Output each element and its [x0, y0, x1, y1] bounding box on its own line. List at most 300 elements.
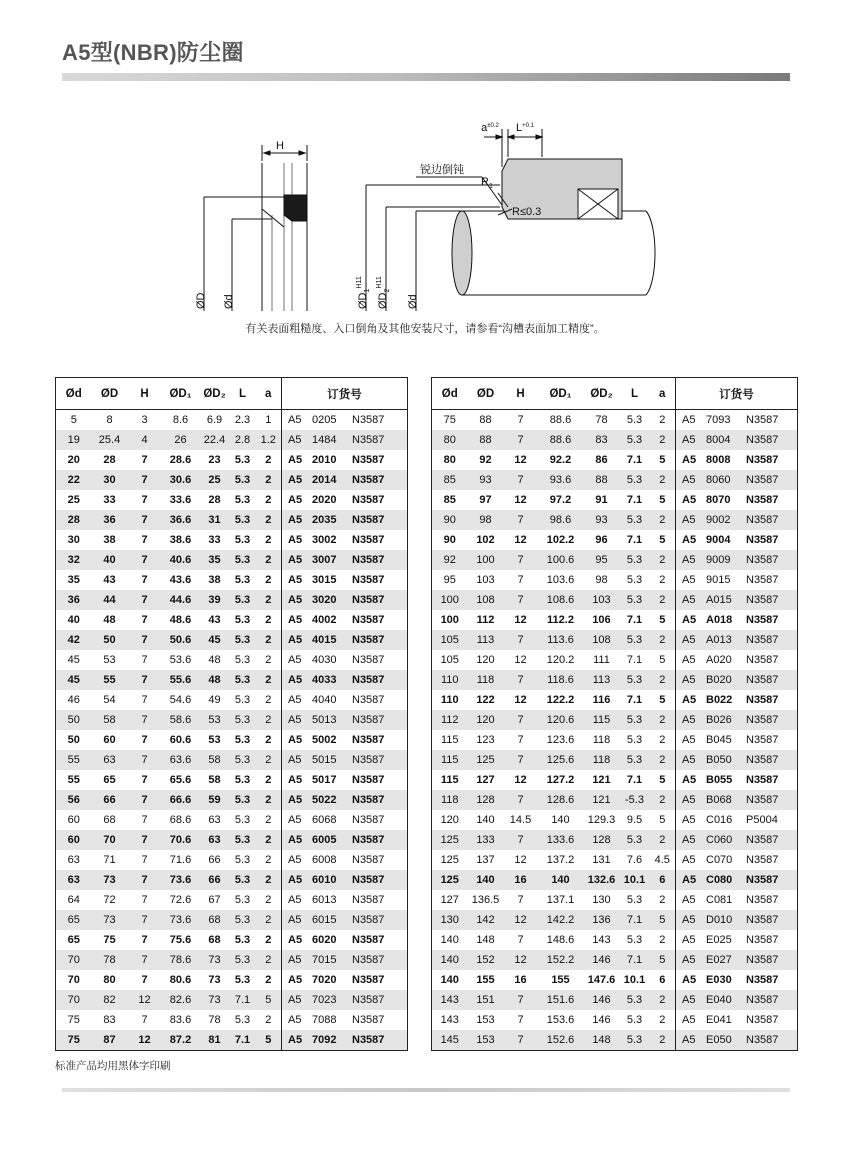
cell-d: 65	[56, 910, 92, 930]
order-part-o1: A5	[682, 774, 697, 786]
cell-D: 43	[103, 574, 116, 586]
order-part-o1: A5	[682, 534, 697, 546]
cell-order-no	[282, 950, 408, 970]
cell-L: 5.3	[230, 710, 256, 730]
order-part-o1: A5	[682, 654, 696, 666]
order-part-o3: N3587	[352, 694, 385, 706]
cell-a: 2	[256, 870, 282, 890]
cell-D2: 31	[200, 510, 230, 530]
cell-a: 2	[650, 670, 676, 690]
cell-D2: 73	[208, 974, 221, 986]
cell-H: 7	[141, 934, 148, 946]
cell-D: 36	[92, 510, 128, 530]
cell-H: 7	[141, 694, 148, 706]
cell-H: 7	[141, 734, 148, 746]
order-part-o2: 2014	[312, 474, 337, 486]
dim-D2-label: $ØD_2^{H11}$	[376, 276, 391, 309]
cell-L: 5.3	[234, 574, 251, 586]
order-part-o3: N3587	[746, 634, 779, 646]
cell-L: 5.3	[230, 950, 256, 970]
cell-a: 2	[650, 990, 676, 1010]
cell-a: 2	[650, 750, 676, 770]
cell-D2: 35	[200, 550, 230, 570]
order-part-o2: 6013	[312, 894, 337, 906]
cell-L: 5.3	[626, 414, 643, 426]
table-row	[56, 490, 408, 510]
cell-order-no	[676, 1010, 798, 1030]
order-part-o1: A5	[682, 694, 697, 706]
cell-a: 2	[256, 590, 282, 610]
cell-D: 120	[476, 654, 495, 666]
cell-H: 7	[517, 734, 524, 746]
cell-order-no	[676, 590, 798, 610]
cell-D1: 60.6	[169, 734, 192, 746]
cell-a: 2	[256, 730, 282, 750]
order-part-o1: A5	[288, 434, 302, 446]
cell-D: 137	[476, 854, 495, 866]
table-row	[432, 850, 798, 870]
cell-D1: 137.1	[546, 894, 575, 906]
cell-D: 65	[103, 774, 116, 786]
order-part-o1: A5	[682, 794, 696, 806]
cell-L: 5.3	[230, 670, 256, 690]
spec-table-left	[55, 377, 408, 1051]
order-part-o2: 6008	[312, 854, 337, 866]
cell-L: 5.3	[230, 750, 256, 770]
order-part-o2: 4033	[312, 674, 337, 686]
order-part-o3: N3587	[746, 874, 779, 886]
cell-L: 5.3	[234, 974, 251, 986]
cell-a: 6	[650, 970, 676, 990]
cell-D: 93	[468, 470, 504, 490]
cell-D2: 115	[584, 710, 620, 730]
cell-D2: 129.3	[587, 814, 616, 826]
cell-D2: 48	[208, 654, 221, 666]
cell-D: 122	[476, 694, 495, 706]
cell-D1: 68.6	[169, 814, 192, 826]
cell-L: 5.3	[234, 854, 251, 866]
order-part-o3: N3587	[352, 1034, 385, 1046]
order-part-o3: N3587	[746, 934, 779, 946]
order-part-o1: A5	[682, 834, 696, 846]
order-part-o3: N3587	[352, 514, 385, 526]
order-part-o2: C081	[706, 894, 733, 906]
cell-H: 7	[128, 630, 162, 650]
col-header-H: H	[128, 378, 162, 410]
cell-a: 2	[256, 910, 282, 930]
cell-D1: 87.2	[162, 1030, 200, 1051]
cell-D2: 58	[200, 750, 230, 770]
table-row	[432, 610, 798, 630]
order-part-o3: N3587	[352, 994, 385, 1006]
cell-a: 5	[650, 770, 676, 790]
cell-D1: 33.6	[169, 494, 192, 506]
cell-d: 64	[67, 894, 80, 906]
cell-order-no	[676, 810, 798, 830]
cell-d: 100	[440, 614, 459, 626]
table-row	[432, 750, 798, 770]
cell-D1: 102.2	[546, 534, 575, 546]
order-part-o2: 8070	[706, 494, 731, 506]
order-part-o1: A5	[288, 854, 302, 866]
order-part-o1: A5	[288, 614, 303, 626]
order-part-o1: A5	[682, 914, 696, 926]
order-part-o3: N3587	[746, 994, 779, 1006]
order-part-o1: A5	[288, 894, 302, 906]
order-part-o2: E025	[706, 934, 732, 946]
cell-L: 10.1	[620, 870, 650, 890]
order-part-o3: N3587	[352, 814, 385, 826]
order-part-o2: A013	[706, 634, 732, 646]
cell-H: 12	[514, 534, 527, 546]
table-row	[56, 810, 408, 830]
cell-H: 7	[141, 814, 148, 826]
order-part-o2: E050	[706, 1034, 732, 1046]
cell-L: 5.3	[230, 510, 256, 530]
cell-H: 7	[141, 454, 148, 466]
order-part-o2: 7092	[312, 1034, 337, 1046]
rod-end	[452, 211, 472, 295]
order-part-o2: 1484	[312, 434, 337, 446]
cell-D1: 71.6	[169, 854, 192, 866]
cell-D1: 30.6	[162, 470, 200, 490]
cell-a: 2	[650, 830, 676, 850]
order-part-o3: N3587	[352, 974, 385, 986]
cell-H: 12	[514, 854, 527, 866]
cell-D2: 25	[200, 470, 230, 490]
order-part-o2: 6068	[312, 814, 337, 826]
table-row	[56, 610, 408, 630]
order-part-o2: C070	[706, 854, 733, 866]
cell-D2: 147.6	[587, 974, 616, 986]
cell-D: 128	[468, 790, 504, 810]
table-row	[432, 410, 798, 431]
order-part-o2: 4040	[312, 694, 337, 706]
order-part-o1: A5	[682, 514, 696, 526]
cell-D2: 39	[200, 590, 230, 610]
order-part-o2: 6020	[312, 934, 337, 946]
cell-D1: 38.6	[169, 534, 192, 546]
cell-order-no	[676, 950, 798, 970]
order-part-o1: A5	[682, 734, 696, 746]
order-part-o3: N3587	[746, 954, 779, 966]
installation-diagram	[180, 115, 680, 320]
cell-d: 60	[56, 830, 92, 850]
cell-d: 80	[443, 454, 456, 466]
cell-D: 48	[103, 614, 116, 626]
cell-D: 68	[103, 814, 116, 826]
table-row	[432, 570, 798, 590]
cell-D: 123	[476, 734, 495, 746]
cell-a: 2	[256, 970, 282, 990]
cell-d: 125	[432, 870, 468, 890]
cell-d: 20	[67, 454, 80, 466]
cell-D: 140	[468, 870, 504, 890]
cell-D1: 36.6	[162, 510, 200, 530]
cell-d: 105	[432, 630, 468, 650]
cell-H: 7	[141, 774, 148, 786]
cell-a: 5	[650, 530, 676, 550]
cell-L: 5.3	[230, 830, 256, 850]
cell-H: 7	[141, 614, 148, 626]
cell-D1: 148.6	[546, 934, 575, 946]
order-part-o2: 3015	[312, 574, 337, 586]
cell-order-no	[676, 930, 798, 950]
cell-order-no	[282, 470, 408, 490]
order-part-o1: A5	[288, 774, 303, 786]
cell-D1: 88.6	[538, 430, 584, 450]
cell-a: 2	[256, 630, 282, 650]
cell-d: 75	[443, 414, 456, 426]
order-part-o1: A5	[288, 554, 303, 566]
cell-D: 127	[476, 774, 495, 786]
order-part-o2: 9004	[706, 534, 731, 546]
order-part-o1: A5	[682, 874, 697, 886]
col-header-D1: ØD₁	[162, 378, 200, 410]
cell-H: 7	[504, 430, 538, 450]
cell-a: 2	[256, 450, 282, 470]
cell-H: 7	[128, 550, 162, 570]
cell-d: 145	[432, 1030, 468, 1051]
spec-table-right	[431, 377, 798, 1051]
cell-d: 70	[56, 990, 92, 1010]
table-row	[56, 1030, 408, 1051]
radius-R1-label: $R_1$	[481, 176, 493, 190]
cell-a: 5	[256, 990, 282, 1010]
cell-D: 72	[103, 894, 116, 906]
cell-D2: 143	[592, 934, 611, 946]
cell-order-no	[676, 970, 798, 990]
order-part-o1: A5	[288, 834, 303, 846]
cell-D2: 148	[584, 1030, 620, 1051]
order-part-o2: 6015	[312, 914, 337, 926]
cell-D: 88	[479, 414, 492, 426]
order-part-o3: N3587	[746, 494, 779, 506]
cell-H: 7	[128, 950, 162, 970]
cell-D: 100	[468, 550, 504, 570]
cell-a: 2	[256, 890, 282, 910]
cell-d: 35	[67, 574, 80, 586]
cell-D: 98	[468, 510, 504, 530]
cell-a: 2	[256, 510, 282, 530]
cell-H: 7	[504, 510, 538, 530]
col-header-D: ØD	[92, 378, 128, 410]
cell-D1: 55.6	[162, 670, 200, 690]
order-part-o3: N3587	[746, 734, 779, 746]
table-row	[432, 770, 798, 790]
order-part-o2: B055	[706, 774, 733, 786]
order-part-o1: A5	[288, 534, 303, 546]
radius-small-label: R≤0.3	[512, 206, 542, 218]
order-part-o3: N3587	[352, 934, 385, 946]
cell-H: 7	[504, 990, 538, 1010]
cell-order-no	[676, 510, 798, 530]
cell-D1: 70.6	[162, 830, 200, 850]
table-row	[56, 550, 408, 570]
cell-a: 2	[256, 490, 282, 510]
cell-L: 5.3	[230, 550, 256, 570]
cell-L: 5.3	[620, 510, 650, 530]
table-row	[432, 650, 798, 670]
cell-a: 2	[256, 930, 282, 950]
cell-H: 7	[504, 750, 538, 770]
order-part-o2: 7088	[312, 1014, 337, 1026]
order-part-o1: A5	[288, 794, 303, 806]
cell-d: 125	[432, 830, 468, 850]
order-part-o3: N3587	[352, 854, 385, 866]
order-part-o3: N3587	[352, 774, 385, 786]
cell-d: 22	[56, 470, 92, 490]
cell-D1: 142.2	[538, 910, 584, 930]
cell-D1: 78.6	[162, 950, 200, 970]
cell-D1: 120.2	[546, 654, 575, 666]
cell-d: 92	[432, 550, 468, 570]
cell-d: 19	[56, 430, 92, 450]
order-part-o3: N3587	[352, 634, 385, 646]
order-part-o2: 3002	[312, 534, 337, 546]
cell-order-no	[676, 830, 798, 850]
cell-a: 5	[650, 690, 676, 710]
col-header-a: a	[650, 378, 676, 410]
order-part-o2: 5013	[312, 714, 337, 726]
cell-H: 7	[504, 630, 538, 650]
order-part-o2: A018	[706, 614, 733, 626]
order-part-o2: B045	[706, 734, 732, 746]
cell-d: 85	[432, 470, 468, 490]
cell-d: 130	[432, 910, 468, 930]
cell-H: 7	[141, 494, 148, 506]
cell-d: 115	[440, 734, 459, 746]
cell-H: 7	[128, 670, 162, 690]
cell-d: 95	[443, 574, 456, 586]
cell-d: 30	[67, 534, 80, 546]
table-row	[432, 990, 798, 1010]
cell-order-no	[282, 870, 408, 890]
order-part-o1: A5	[682, 474, 696, 486]
cell-D2: 146	[592, 1014, 611, 1026]
order-part-o2: E041	[706, 1014, 732, 1026]
cell-D: 83	[103, 1014, 116, 1026]
order-part-o1: A5	[288, 694, 302, 706]
cell-a: 2	[256, 610, 282, 630]
table-row	[56, 970, 408, 990]
order-part-o3: N3587	[746, 614, 779, 626]
order-part-o2: B020	[706, 674, 732, 686]
cell-D1: 113.6	[538, 630, 584, 650]
table-row	[432, 470, 798, 490]
cell-order-no	[282, 570, 408, 590]
cell-D: 54	[103, 694, 116, 706]
table-row	[432, 530, 798, 550]
order-part-o1: A5	[288, 954, 302, 966]
cell-d: 140	[432, 950, 468, 970]
chamfer-label: 锐边倒钝	[420, 164, 464, 176]
dim-OD-label: ØD	[195, 292, 207, 309]
order-part-o3: N3587	[746, 974, 779, 986]
order-part-o3: N3587	[352, 454, 385, 466]
col-header-L: L	[230, 378, 256, 410]
cell-d: 115	[440, 774, 459, 786]
order-part-o3: N3587	[746, 1034, 779, 1046]
order-part-o1: A5	[288, 994, 302, 1006]
cell-H: 7	[517, 934, 524, 946]
cell-D: 38	[103, 534, 116, 546]
order-part-o1: A5	[288, 734, 303, 746]
cell-D2: 88	[584, 470, 620, 490]
order-part-o1: A5	[288, 594, 303, 606]
order-part-o2: 7093	[706, 414, 731, 426]
cell-d: 140	[440, 934, 459, 946]
order-part-o2: E040	[706, 994, 732, 1006]
cell-D1: 97.2	[549, 494, 572, 506]
order-part-o3: N3587	[746, 854, 779, 866]
cell-D2: 116	[592, 694, 611, 706]
cell-L: 7.1	[626, 614, 643, 626]
cell-D1: 140	[551, 814, 570, 826]
cell-a: 5	[650, 810, 676, 830]
order-part-o1: A5	[682, 674, 696, 686]
cell-D1: 153.6	[546, 1014, 575, 1026]
order-part-o1: A5	[682, 934, 696, 946]
cell-D: 33	[103, 494, 116, 506]
cell-D2: 118	[584, 750, 620, 770]
cell-d: 45	[56, 670, 92, 690]
cell-L: 5.3	[230, 630, 256, 650]
table-row	[432, 1030, 798, 1051]
table-row	[432, 950, 798, 970]
cell-D2: 96	[595, 534, 608, 546]
col-header-D2: ØD₂	[584, 378, 620, 410]
table-row	[432, 450, 798, 470]
cell-L: 5.3	[234, 814, 251, 826]
cell-L: 5.3	[234, 734, 251, 746]
cell-D2: 49	[208, 694, 221, 706]
order-part-o3: N3587	[746, 754, 779, 766]
order-part-o3: N3587	[352, 674, 385, 686]
cell-a: 2	[650, 790, 676, 810]
cell-D2: 33	[208, 534, 221, 546]
cell-a: 2	[256, 570, 282, 590]
order-part-o3: N3587	[746, 574, 779, 586]
order-part-o2: B026	[706, 714, 732, 726]
cell-D: 82	[92, 990, 128, 1010]
cell-d: 75	[56, 1030, 92, 1051]
dim-L-label: $L^{+0.1}$	[516, 122, 534, 134]
cell-D: 40	[92, 550, 128, 570]
cell-D2: 91	[595, 494, 608, 506]
order-part-o1: A5	[288, 494, 303, 506]
cell-D2: 121	[592, 774, 611, 786]
cell-D1: 140	[538, 870, 584, 890]
cell-H: 7	[128, 870, 162, 890]
order-part-o3: N3587	[352, 954, 385, 966]
order-part-o1: A5	[288, 934, 303, 946]
order-part-o1: A5	[682, 994, 696, 1006]
order-part-o3: N3587	[746, 694, 779, 706]
cell-D2: 63	[200, 830, 230, 850]
order-part-o1: A5	[288, 454, 303, 466]
order-part-o1: A5	[682, 594, 696, 606]
cell-order-no	[676, 870, 798, 890]
table-row	[56, 930, 408, 950]
order-part-o1: A5	[288, 474, 303, 486]
dim-D1-label: $ØD_1^{H11}$	[356, 276, 371, 309]
cell-a: 2	[650, 590, 676, 610]
cell-order-no	[282, 790, 408, 810]
cell-L: 5.3	[230, 870, 256, 890]
cell-H: 12	[514, 494, 527, 506]
cell-D2: 53	[200, 710, 230, 730]
